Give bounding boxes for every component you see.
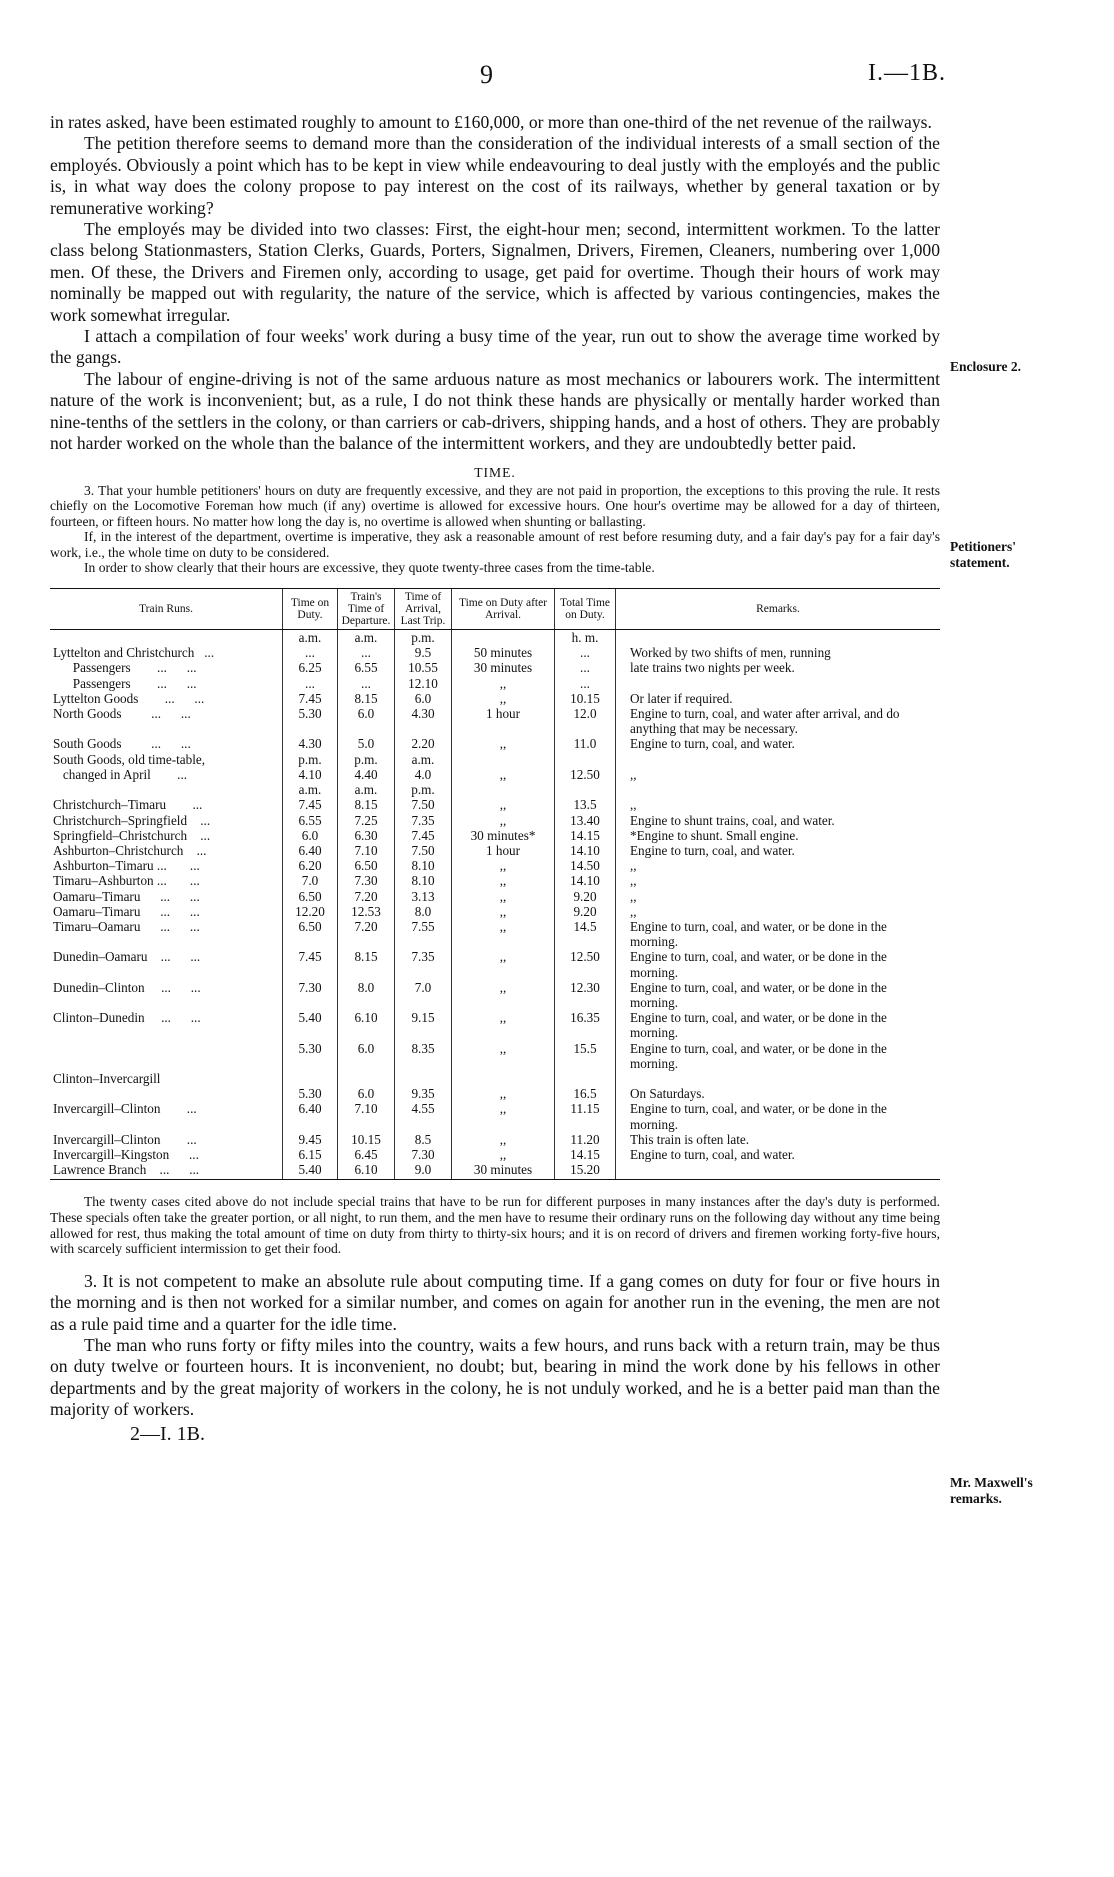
table-cell: 9.0 [395, 1162, 452, 1180]
table-cell [395, 1071, 452, 1086]
table-cell: ,, [452, 1086, 555, 1101]
page-signature: 2—I. 1B. [130, 1422, 205, 1445]
table-cell: 7.30 [338, 873, 395, 888]
table-row [50, 752, 940, 767]
table-cell: a.m. [338, 782, 395, 797]
table-cell: 1 hour [452, 843, 555, 858]
table-cell: 12.20 [283, 904, 338, 919]
table-cell: 8.15 [338, 797, 395, 812]
table-cell: ,, [616, 797, 941, 812]
paragraph: The petition therefore seems to demand more than the consideration of the individual interests of a small section of the employés. Obviously a point which has to be kept in view while endeavouring to deal justly with the employés and the public is, in what way does the colony propose to pay interest on the cost of its railways, whether by general taxation or by remunerative working? [50, 133, 940, 218]
table-cell: Engine to turn, coal, and water, or be done in the morning. [616, 949, 941, 979]
table-cell: 14.15 [555, 1147, 616, 1162]
table-cell: 7.30 [395, 1147, 452, 1162]
table-row [50, 1086, 940, 1101]
table-cell: 15.20 [555, 1162, 616, 1180]
table-cell: ,, [616, 889, 941, 904]
table-cell: 7.30 [283, 980, 338, 1010]
table-cell: 16.5 [555, 1086, 616, 1101]
table-cell: This train is often late. [616, 1132, 941, 1147]
table-cell: Timaru–Ashburton ... ... [53, 873, 200, 889]
table-cell: 10.55 [395, 660, 452, 675]
table-row [50, 630, 940, 646]
table-cell: 7.10 [338, 1101, 395, 1131]
table-cell: ,, [452, 919, 555, 949]
table-cell: 30 minutes* [452, 828, 555, 843]
table-cell: 5.30 [283, 706, 338, 736]
table-cell: 7.20 [338, 919, 395, 949]
table-cell: 6.30 [338, 828, 395, 843]
table-cell: 7.0 [395, 980, 452, 1010]
table-cell: Engine to shunt trains, coal, and water. [616, 813, 941, 828]
table-cell: ... [555, 645, 616, 660]
table-cell: p.m. [395, 630, 452, 646]
table-cell: 3.13 [395, 889, 452, 904]
table-cell: 6.50 [338, 858, 395, 873]
table-cell: 6.55 [338, 660, 395, 675]
table-cell: a.m. [283, 630, 338, 646]
table-cell: 6.50 [283, 919, 338, 949]
table-cell: 7.35 [395, 813, 452, 828]
table-cell: 6.0 [338, 1086, 395, 1101]
table-row [50, 782, 940, 797]
table-cell: 6.40 [283, 1101, 338, 1131]
table-cell [616, 676, 941, 691]
table-cell: 9.35 [395, 1086, 452, 1101]
table-cell: 4.10 [283, 767, 338, 782]
margin-note-petitioners: Petitioners' [950, 539, 1016, 554]
table-cell: ,, [452, 813, 555, 828]
table-cell: Engine to turn, coal, and water, or be done in the morning. [616, 919, 941, 949]
table-cell: 12.50 [555, 949, 616, 979]
table-cell: p.m. [395, 782, 452, 797]
table-row [50, 889, 940, 904]
table-cell: Engine to turn, coal, and water, or be done in the morning. [616, 1101, 941, 1131]
table-cell: 5.0 [338, 736, 395, 751]
table-cell [50, 630, 283, 646]
table-cell: ... [338, 676, 395, 691]
table-cell: 30 minutes [452, 1162, 555, 1180]
table-cell: 7.45 [395, 828, 452, 843]
table-cell: 9.15 [395, 1010, 452, 1040]
table-cell: South Goods, old time-table, [53, 751, 206, 767]
table-cell: ,, [452, 980, 555, 1010]
table-cell: South Goods ... ... [53, 736, 191, 752]
table-cell [452, 1071, 555, 1086]
table-cell: Oamaru–Timaru ... ... [53, 888, 200, 904]
table-cell: Engine to turn, coal, and water. [616, 1147, 941, 1162]
paragraph: If, in the interest of the department, overtime is imperative, they ask a reasonable amount of rest before resuming duty, and a fair day's pay for a fair day's work, i.e., the whole time on duty to be considered. [50, 529, 940, 560]
table-cell: 1 hour [452, 706, 555, 736]
table-cell: 16.35 [555, 1010, 616, 1040]
table-cell: 6.10 [338, 1162, 395, 1180]
table-cell [452, 752, 555, 767]
paragraph: I attach a compilation of four weeks' work during a busy time of the year, run out to show the average time worked by the gangs. [50, 326, 940, 368]
section-heading-time: TIME. [474, 464, 516, 480]
table-cell: Engine to turn, coal, and water. [616, 736, 941, 751]
table-cell: 6.0 [283, 828, 338, 843]
table-cell: 7.35 [395, 949, 452, 979]
table-cell: Oamaru–Timaru ... ... [53, 903, 200, 919]
table-cell: 6.40 [283, 843, 338, 858]
table-cell: ,, [616, 873, 941, 888]
table-cell: ... [283, 645, 338, 660]
table-cell [616, 782, 941, 797]
table-cell: Passengers ... ... [53, 660, 197, 676]
table-cell: h. m. [555, 630, 616, 646]
table-cell: ,, [452, 736, 555, 751]
table-cell: 8.35 [395, 1041, 452, 1071]
table-cell: North Goods ... ... [53, 706, 191, 722]
table-row [50, 949, 940, 979]
table-cell: p.m. [283, 752, 338, 767]
table-cell: 14.15 [555, 828, 616, 843]
table-cell: 50 minutes [452, 645, 555, 660]
table-cell: 12.10 [395, 676, 452, 691]
table-cell: ... [555, 660, 616, 675]
table-cell: 7.45 [283, 949, 338, 979]
table-cell: a.m. [395, 752, 452, 767]
table-cell: Passengers ... ... [53, 675, 197, 691]
table-cell: Invercargill–Kingston ... [53, 1146, 199, 1162]
table-cell: 11.0 [555, 736, 616, 751]
table-cell: a.m. [338, 630, 395, 646]
table-cell: 5.30 [283, 1086, 338, 1101]
table-cell: 8.15 [338, 949, 395, 979]
paragraph: The man who runs forty or fifty miles into the country, waits a few hours, and runs back with a return train, may be thus on duty twelve or fourteen hours. It is inconvenient, no doubt; but, bearing in mind the work done by his fellows in other departments and by the great majority of workers in the colony, he is not unduly worked, and he is a better paid man than the majority of workers. [50, 1334, 940, 1420]
table-cell: 9.20 [555, 889, 616, 904]
table-cell: 7.20 [338, 889, 395, 904]
table-cell: ... [283, 676, 338, 691]
table-cell: Dunedin–Oamaru ... ... [53, 949, 201, 965]
table-row [50, 645, 940, 660]
table-cell: 4.55 [395, 1101, 452, 1131]
paragraph: 3. It is not competent to make an absolute rule about computing time. If a gang comes on duty for four or five hours in the morning and is then not worked for a similar number, and comes on again for another run in the evening, the men are not as a rule paid time and a quarter for the idle time. [50, 1270, 940, 1334]
table-cell [555, 752, 616, 767]
table-cell: On Saturdays. [616, 1086, 941, 1101]
table-cell [616, 1071, 941, 1086]
table-cell: 4.40 [338, 767, 395, 782]
table-cell: ,, [452, 1147, 555, 1162]
table-cell: ,, [616, 858, 941, 873]
table-row [50, 904, 940, 919]
table-cell: 8.10 [395, 873, 452, 888]
table-footnote: The twenty cases cited above do not include special trains that have to be run for different purposes in many instances after the day's duty is performed. These specials often take the greater portion, or all night, to run them, and the men have to resume their ordinary runs on the following day without any time being allowed for rest, thus making the total amount of time on duty from thirty to thirty-six hours; and it is on record of drivers and firemen working forty-five hours, with scarcely sufficient intermission to get their food. [50, 1194, 940, 1257]
table-cell: 6.0 [395, 691, 452, 706]
table-cell: ,, [452, 858, 555, 873]
paragraph: in rates asked, have been estimated roughly to amount to £160,000, or more than one-third of the net revenue of the railways. [50, 112, 932, 132]
table-cell: 6.10 [338, 1010, 395, 1040]
table-row [50, 1071, 940, 1086]
table-cell: late trains two nights per week. [616, 660, 941, 675]
table-row [50, 813, 940, 828]
table-cell: Lyttelton and Christchurch ... [53, 645, 215, 661]
table-row [50, 660, 940, 675]
table-cell: ,, [452, 1010, 555, 1040]
table-cell [555, 782, 616, 797]
table-cell: 7.50 [395, 797, 452, 812]
table-cell [616, 1162, 941, 1180]
table-cell: 6.55 [283, 813, 338, 828]
margin-note-enclosure: Enclosure 2. [950, 359, 1022, 374]
table-header: Train's Time of Departure. [338, 589, 395, 630]
table-cell: 7.0 [283, 873, 338, 888]
table-cell: Christchurch–Timaru ... [53, 797, 203, 813]
table-row [50, 843, 940, 858]
table-cell: 6.50 [283, 889, 338, 904]
table-header: Time on Duty. [283, 589, 338, 630]
table-cell [452, 630, 555, 646]
table-cell: Ashburton–Christchurch ... [53, 842, 207, 858]
table-cell: 9.45 [283, 1132, 338, 1147]
table-cell: Engine to turn, coal, and water, or be done in the morning. [616, 1041, 941, 1071]
table-cell [283, 1071, 338, 1086]
table-cell: ,, [452, 1132, 555, 1147]
table-cell: 8.5 [395, 1132, 452, 1147]
table-row [50, 919, 940, 949]
paragraph: 3. That your humble petitioners' hours on duty are frequently excessive, and they are not paid in proportion, the exceptions to this proving the rule. It rests chiefly on the Locomotive Foreman how much (if any) overtime is allowed for excessive hours. One hour's overtime may be allowed for a day of thirteen, fourteen, or fifteen hours. No matter how long the day is, no overtime is allowed when shunting or ballasting. [50, 482, 940, 529]
table-row [50, 736, 940, 751]
table-cell: Engine to turn, coal, and water, or be done in the morning. [616, 980, 941, 1010]
table-cell: 14.50 [555, 858, 616, 873]
table-cell: 10.15 [555, 691, 616, 706]
table-cell: Lyttelton Goods ... ... [53, 690, 205, 706]
table-cell: Invercargill–Clinton ... [53, 1131, 197, 1147]
table-cell: ... [338, 645, 395, 660]
table-cell: Clinton–Invercargill [53, 1070, 161, 1086]
table-cell [452, 782, 555, 797]
table-cell: 4.0 [395, 767, 452, 782]
table-cell: 5.40 [283, 1162, 338, 1180]
table-cell: p.m. [338, 752, 395, 767]
table-cell: 6.45 [338, 1147, 395, 1162]
table-cell: 5.30 [283, 1041, 338, 1071]
table-cell: 8.0 [395, 904, 452, 919]
table-row [50, 706, 940, 736]
table-cell: 30 minutes [452, 660, 555, 675]
paragraph: In order to show clearly that their hours are excessive, they quote twenty-three cases from the time-table. [84, 560, 655, 576]
table-row [50, 1162, 940, 1180]
table-cell: 7.10 [338, 843, 395, 858]
table-cell: 11.20 [555, 1132, 616, 1147]
table-header: Remarks. [616, 589, 941, 630]
top-text [50, 112, 940, 1446]
table-cell: ,, [452, 889, 555, 904]
table-cell: ,, [452, 1101, 555, 1131]
table-cell: Or later if required. [616, 691, 941, 706]
paragraph: The labour of engine-driving is not of the same arduous nature as most mechanics or labourers work. The intermittent nature of the work is inconvenient; but, as a rule, I do not think these hands are physically or mentally harder worked than nine-tenths of the settlers in the colony, or than carriers or cab-drivers, shipping hands, and a host of others. They are probably not harder worked on the whole than the balance of the intermittent workers, and they are undoubtedly better paid. [50, 368, 940, 454]
table-header: Train Runs. [50, 589, 283, 630]
table-cell: ,, [452, 949, 555, 979]
table-cell: ,, [452, 1041, 555, 1071]
table-cell: 6.20 [283, 858, 338, 873]
table-row [50, 1147, 940, 1162]
table-cell: 11.15 [555, 1101, 616, 1131]
table-cell: 9.20 [555, 904, 616, 919]
table-cell: 6.15 [283, 1147, 338, 1162]
table-cell: Clinton–Dunedin ... ... [53, 1010, 201, 1026]
table-cell: Engine to turn, coal, and water, or be done in the morning. [616, 1010, 941, 1040]
table-cell: 10.15 [338, 1132, 395, 1147]
table-row [50, 1132, 940, 1147]
table-cell: 5.40 [283, 1010, 338, 1040]
table-header: Time on Duty after Arrival. [452, 589, 555, 630]
table-cell: a.m. [283, 782, 338, 797]
table-cell [616, 752, 941, 767]
table-cell: 6.0 [338, 706, 395, 736]
table-cell: 13.5 [555, 797, 616, 812]
table-cell: 12.0 [555, 706, 616, 736]
table-cell: 15.5 [555, 1041, 616, 1071]
table-cell: Dunedin–Clinton ... ... [53, 979, 201, 995]
margin-note-statement: statement. [950, 555, 1010, 570]
table-row [50, 691, 940, 706]
table-cell: 7.45 [283, 691, 338, 706]
table-cell: ,, [452, 873, 555, 888]
table-cell [338, 1071, 395, 1086]
table-cell: 2.20 [395, 736, 452, 751]
page-number: 9 [480, 60, 493, 89]
table-cell: 12.50 [555, 767, 616, 782]
table-cell: ,, [616, 904, 941, 919]
table-cell: 7.50 [395, 843, 452, 858]
table-cell: Timaru–Oamaru ... ... [53, 918, 200, 934]
table-cell: Engine to turn, coal, and water. [616, 843, 941, 858]
paragraph: The employés may be divided into two classes: First, the eight-hour men; second, intermittent workmen. To the latter class belong Stationmasters, Station Clerks, Guards, Porters, Signalmen, Drivers, Firemen, Cleaners, numbering over 1,000 men. Of these, the Drivers and Firemen only, according to usage, get paid for overtime. Though their hours of work may nominally be mapped out with regularity, the nature of the service, which is affected by various contingencies, makes the work somewhat irregular. [50, 219, 940, 325]
table-cell: ,, [452, 691, 555, 706]
table-cell: 9.5 [395, 645, 452, 660]
table-row [50, 980, 940, 1010]
table-cell [50, 782, 283, 797]
table-cell: 12.53 [338, 904, 395, 919]
table-cell: 8.10 [395, 858, 452, 873]
table-row [50, 828, 940, 843]
table-cell: 8.15 [338, 691, 395, 706]
table-cell: ,, [452, 904, 555, 919]
document-reference: I.—1B. [868, 60, 946, 86]
table-cell: Ashburton–Timaru ... ... [53, 858, 200, 874]
table-cell: 6.0 [338, 1041, 395, 1071]
table-cell [555, 1071, 616, 1086]
table-cell: *Engine to shunt. Small engine. [616, 828, 941, 843]
table-cell: 4.30 [395, 706, 452, 736]
table-cell: Engine to turn, coal, and water after arrival, and do anything that may be necessary. [616, 706, 941, 736]
table-row [50, 797, 940, 812]
table-cell: 7.25 [338, 813, 395, 828]
margin-note-remarks: remarks. [950, 1491, 1002, 1506]
table-cell: 14.10 [555, 873, 616, 888]
table-cell: Springfield–Christchurch ... [53, 827, 211, 843]
table-cell: Worked by two shifts of men, running [616, 645, 941, 660]
table-row [50, 873, 940, 888]
table-cell: ,, [452, 797, 555, 812]
table-cell: ,, [616, 767, 941, 782]
table-row [50, 767, 940, 782]
table-cell: Christchurch–Springfield ... [53, 812, 211, 828]
table-cell: 12.30 [555, 980, 616, 1010]
table-cell: ,, [452, 767, 555, 782]
table-cell [616, 630, 941, 646]
table-cell: 4.30 [283, 736, 338, 751]
table-cell: changed in April ... [53, 766, 188, 782]
table-header: Time of Arrival, Last Trip. [395, 589, 452, 630]
table-cell: 14.5 [555, 919, 616, 949]
time-table [50, 588, 940, 1180]
table-cell: 6.25 [283, 660, 338, 675]
table-cell: 14.10 [555, 843, 616, 858]
table-cell: Invercargill–Clinton ... [53, 1101, 197, 1117]
table-cell: ,, [452, 676, 555, 691]
table-body [50, 630, 940, 1180]
table-cell: Lawrence Branch ... ... [50, 1162, 283, 1180]
table-cell [50, 1086, 283, 1101]
table-cell: 8.0 [338, 980, 395, 1010]
table-cell: 7.45 [283, 797, 338, 812]
table-header: Total Time on Duty. [555, 589, 616, 630]
table-cell: ... [555, 676, 616, 691]
margin-note-maxwell: Mr. Maxwell's [950, 1475, 1033, 1490]
table-cell: 13.40 [555, 813, 616, 828]
table-row [50, 676, 940, 691]
table-row [50, 858, 940, 873]
table-cell [50, 1041, 283, 1071]
table-row [50, 1010, 940, 1040]
table-row [50, 1041, 940, 1071]
table-cell: 7.55 [395, 919, 452, 949]
table-row [50, 1101, 940, 1131]
